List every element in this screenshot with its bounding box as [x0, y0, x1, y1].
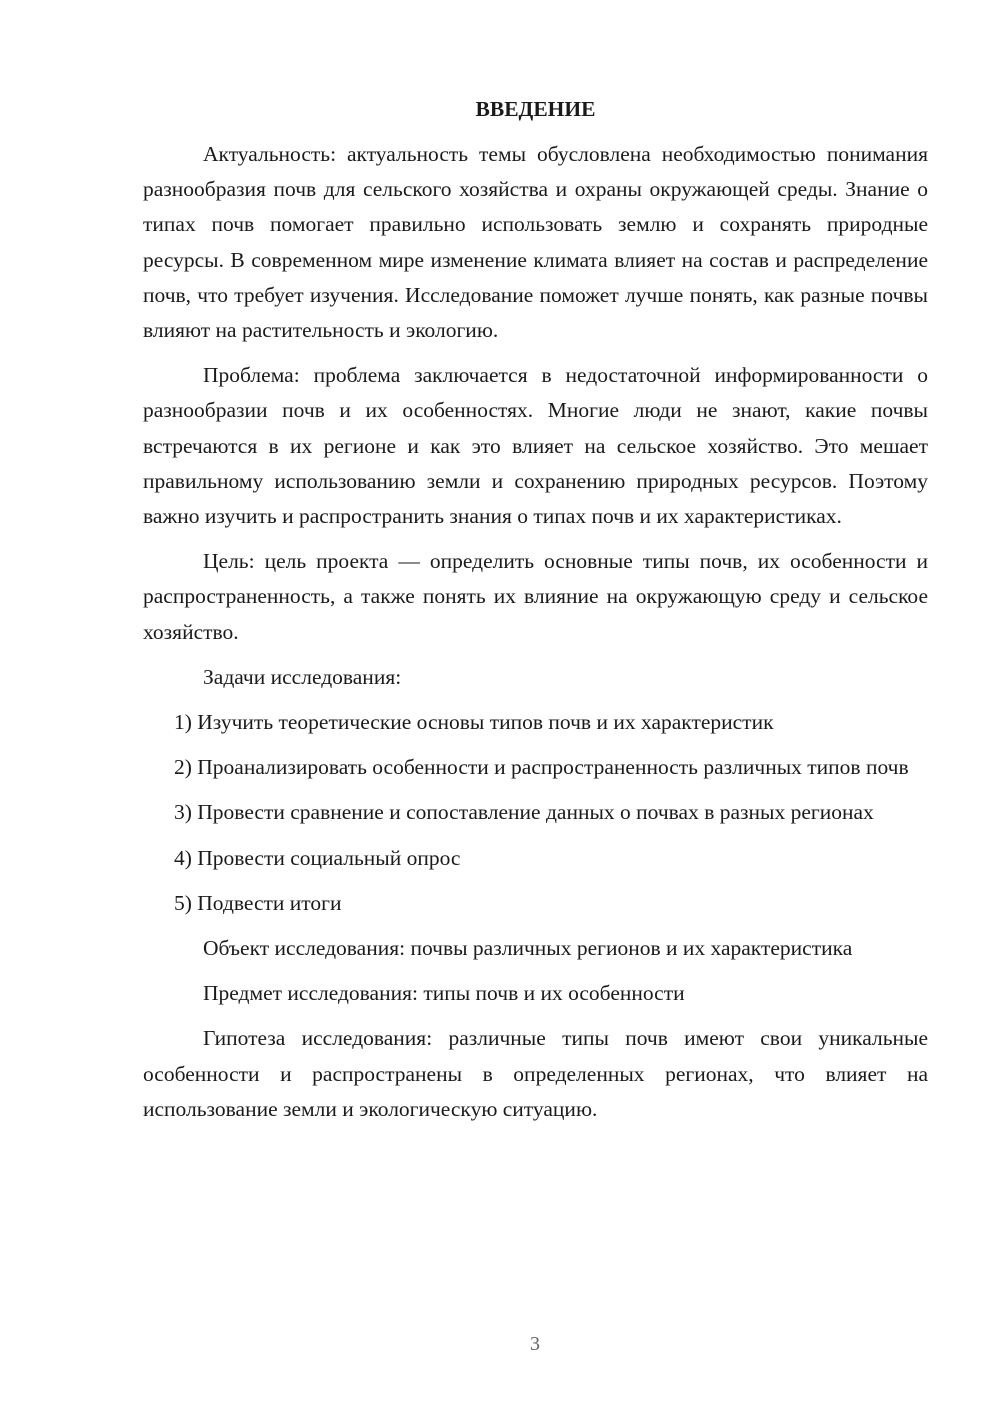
page-content	[143, 92, 928, 1137]
tasks-title: Задачи исследования:	[203, 664, 402, 689]
task-item: 5) Подвести итоги	[174, 890, 342, 915]
task-item: 4) Провести социальный опрос	[174, 845, 461, 870]
task-item: 1) Изучить теоретические основы типов почв и их характеристик	[174, 710, 774, 735]
page-number: 3	[530, 1333, 540, 1355]
hypothesis-paragraph: Гипотеза исследования: различные типы почв имеют свои уникальные особенности и распространены в определенных регионах, что влияет на использование земли и экологическую ситуацию.	[143, 1026, 928, 1121]
problem-paragraph: Проблема: проблема заключается в недостаточной информированности о разнообразии почв и их особенностях. Многие люди не знают, какие почвы встречаются в их регионе и как это влияет на сельское хозяйство. Это мешает правильному использованию земли и сохранению природных ресурсов. Поэтому важно изучить и распространить знания о типах почв и их характеристиках.	[143, 363, 928, 529]
goal-paragraph: Цель: цель проекта — определить основные типы почв, их особенности и распространенность, а также понять их влияние на окружающую среду и сельское хозяйство.	[143, 549, 928, 644]
relevance-paragraph: Актуальность: актуальность темы обусловлена необходимостью понимания разнообразия почв для сельского хозяйства и охраны окружающей среды. Знание о типах почв помогает правильно использовать землю и сохранять природные ресурсы. В современном мире изменение климата влияет на состав и распределение почв, что требует изучения. Исследование поможет лучше понять, как разные почвы влияют на растительность и экологию.	[143, 142, 928, 343]
task-item: 3) Провести сравнение и сопоставление данных о почвах в разных регионах	[174, 800, 874, 825]
subject-paragraph: Предмет исследования: типы почв и их особенности	[203, 981, 685, 1006]
task-item: 2) Проанализировать особенности и распространенность различных типов почв	[174, 755, 909, 780]
section-heading: ВВЕДЕНИЕ	[475, 97, 596, 121]
object-paragraph: Объект исследования: почвы различных регионов и их характеристика	[203, 936, 853, 961]
